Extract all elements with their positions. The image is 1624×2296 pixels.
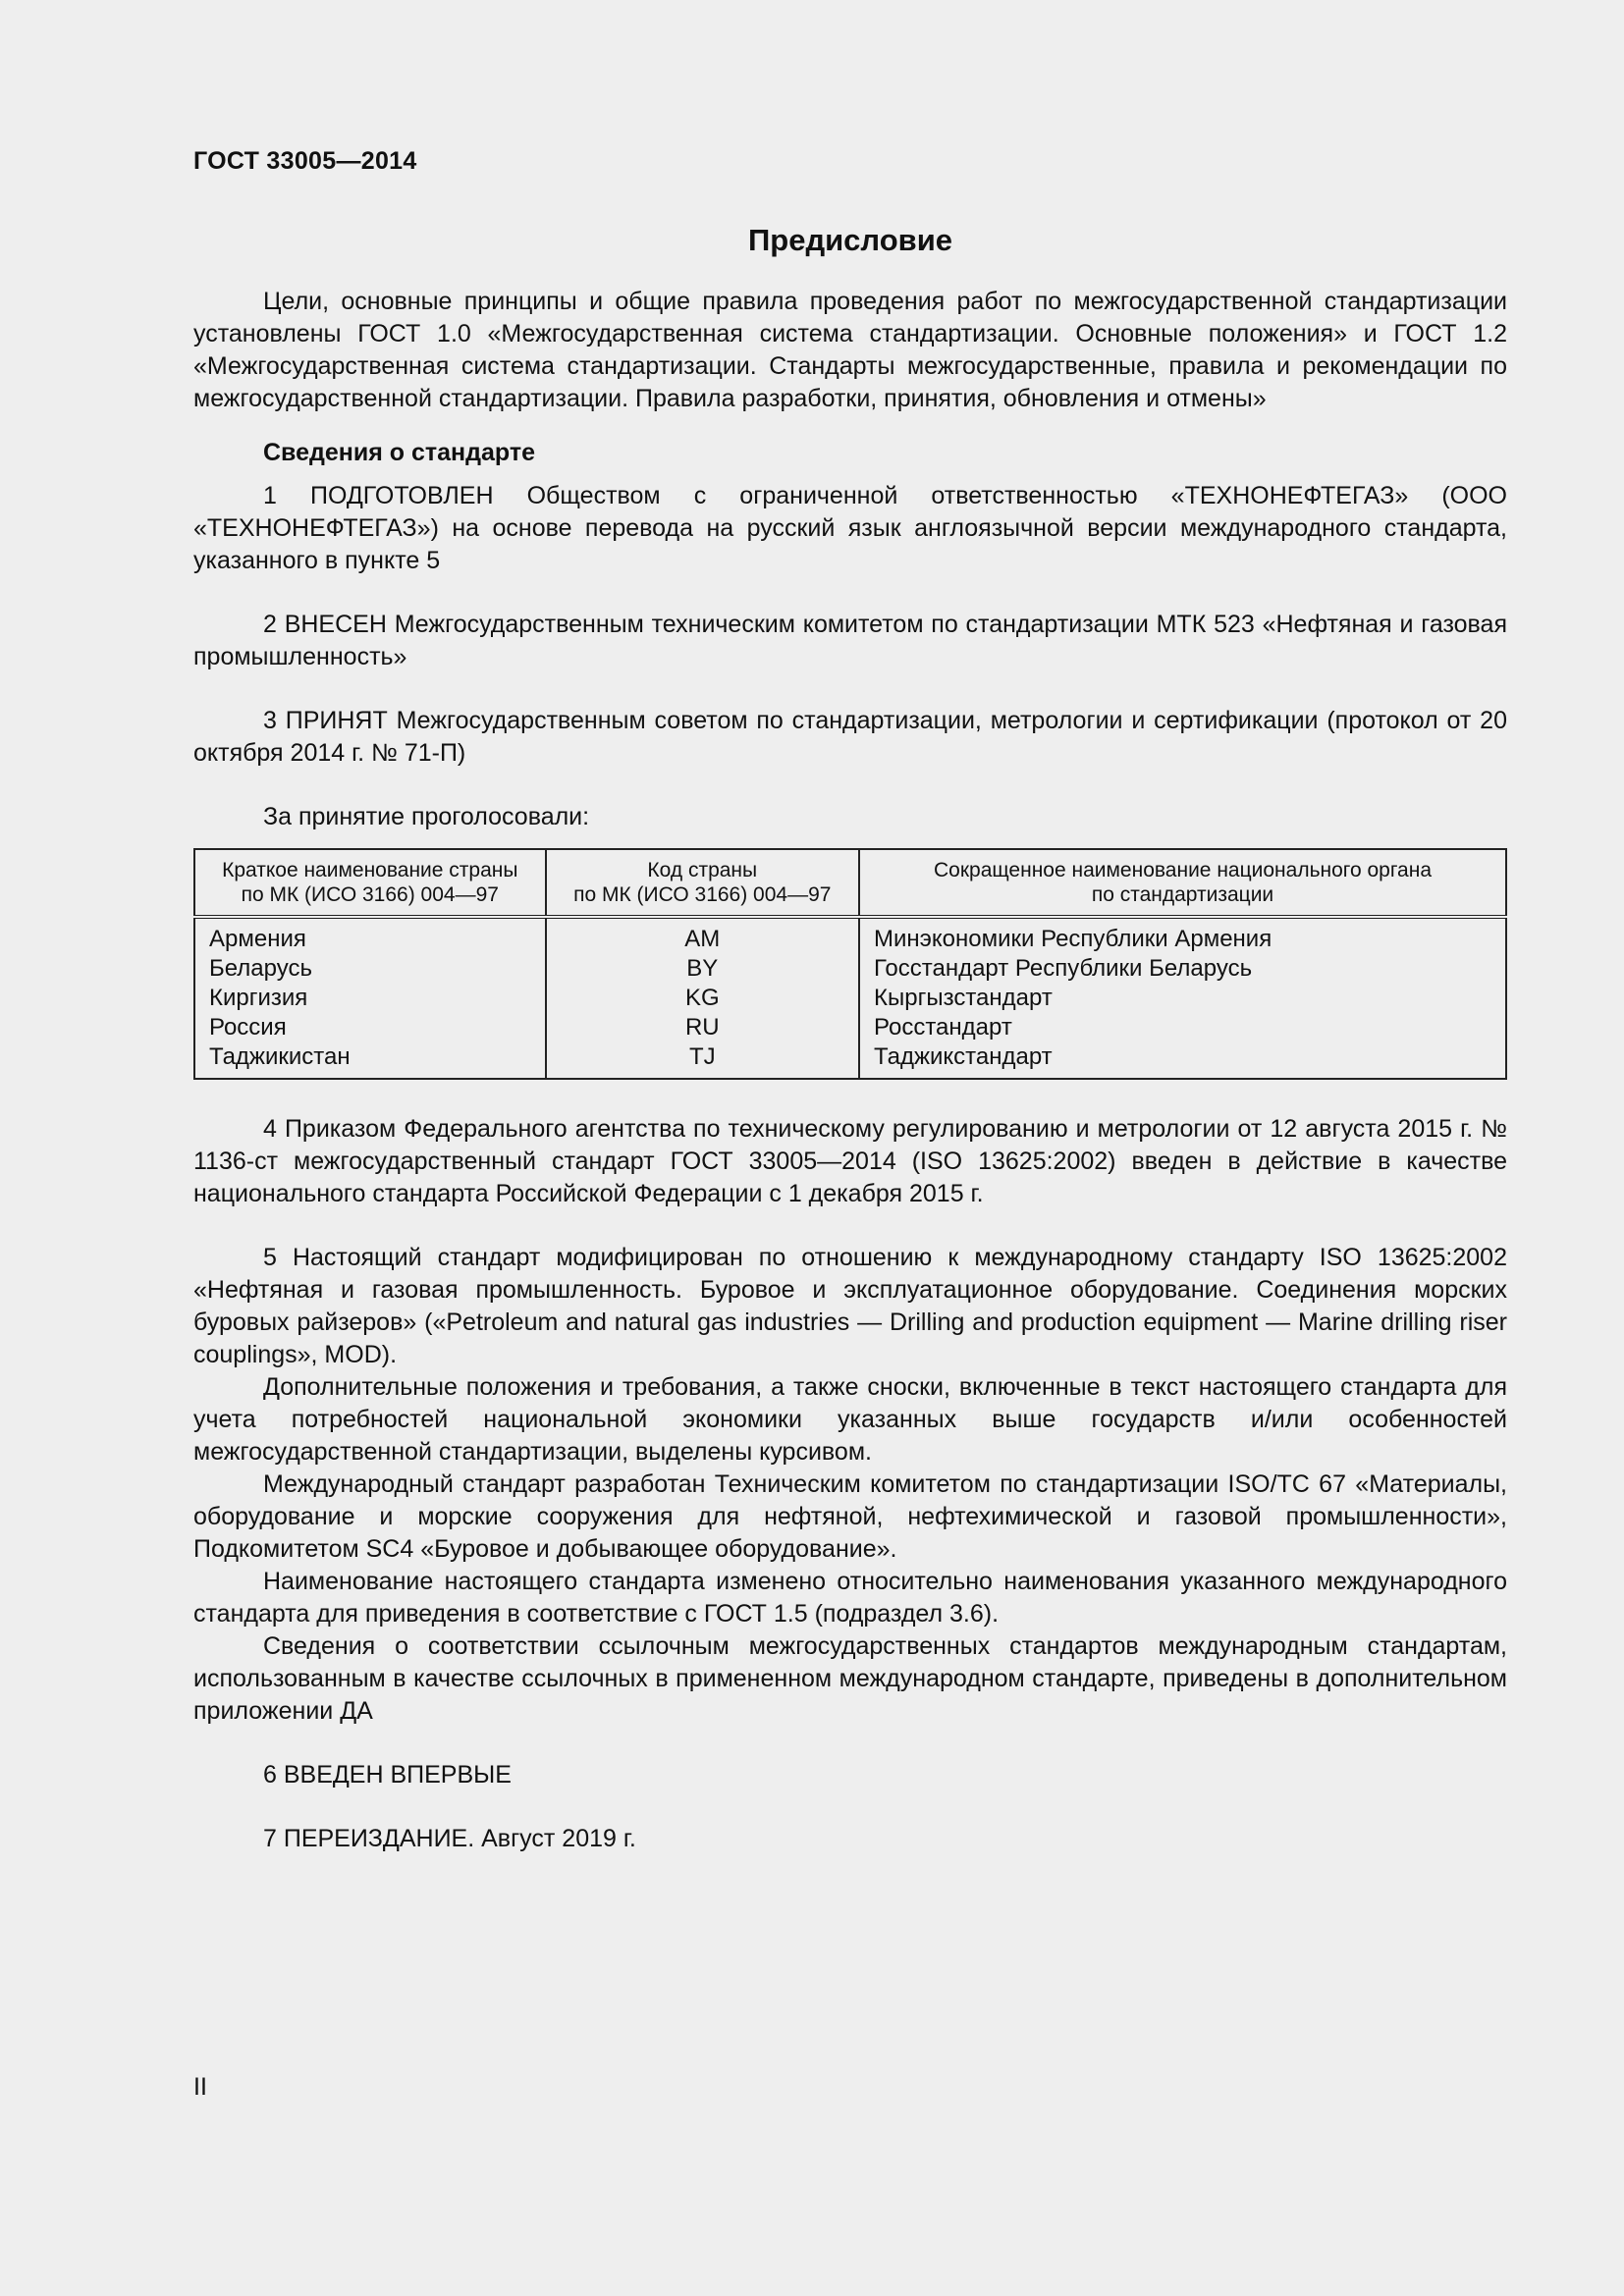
table-header-row (194, 849, 1506, 917)
page-title: Предисловие (747, 223, 952, 257)
voting-table (193, 848, 1507, 1080)
national-body: Кыргызстандарт (874, 985, 1053, 1011)
country-code: BY (686, 955, 719, 982)
table-body-row (194, 917, 1506, 1079)
intro-paragraph: Цели, основные принципы и общие правила проведения работ по межгосударственной стандартизации установлены ГОСТ 1.0 «Межгосударственная система стандартизации. Основные положения» и ГОСТ 1.2 «Межгосударственная система стандартизации. Стандарты межгосударственные, правила и рекомендации по межгосударственной стандартизации. Правила разработки, принятия, обновления и отмены» (193, 288, 1507, 412)
country-column (194, 917, 546, 1079)
vote-intro: За принятие проголосовали: (263, 803, 590, 830)
national-body: Таджикстандарт (874, 1043, 1053, 1070)
country-name: Россия (209, 1014, 287, 1041)
column-header-body (859, 849, 1506, 917)
body-column (859, 917, 1506, 1079)
item-5-references: Сведения о соответствии ссылочным межгосударственных стандартов международным стандартам, использованным в качестве ссылочных в примененном международном стандарте, приведены в дополнительном приложении ДА (193, 1632, 1507, 1725)
national-body: Госстандарт Республики Беларусь (874, 955, 1253, 982)
country-code: KG (684, 985, 720, 1011)
item-4: 4 Приказом Федерального агентства по техническому регулированию и метрологии от 12 августа 2015 г. № 1136-ст межгосударственный стандарт ГОСТ 33005—2014 (ISO 13625:2002) введен в действие в качестве национального стандарта Российской Федерации с 1 декабря 2015 г. (193, 1115, 1507, 1207)
item-6: 6 ВВЕДЕН ВПЕРВЫЕ (263, 1761, 512, 1789)
country-code: TJ (688, 1043, 716, 1070)
item-3: 3 ПРИНЯТ Межгосударственным советом по стандартизации, метрологии и сертификации (протокол от 20 октября 2014 г. № 71-П) (193, 707, 1507, 767)
national-body: Росстандарт (874, 1014, 1012, 1041)
foreword-section (193, 221, 1507, 1855)
item-5-additional: Дополнительные положения и требования, а также сноски, включенные в текст настоящего стандарта для учета потребностей национальной экономики указанных выше государств и/или особенностей межгосударственной стандартизации, выделены курсивом. (193, 1373, 1507, 1466)
item-1: 1 ПОДГОТОВЛЕН Обществом с ограниченной ответственностью «ТЕХНОНЕФТЕГАЗ» (ООО «ТЕХНОНЕФТЕГАЗ») на основе перевода на русский язык англоязычной версии международного стандарта, указанного в пункте 5 (193, 482, 1507, 574)
header-line: Сокращенное наименование национального органа (933, 859, 1433, 881)
column-header-code (546, 849, 859, 917)
page-number: II (193, 2073, 207, 2101)
item-7: 7 ПЕРЕИЗДАНИЕ. Август 2019 г. (263, 1825, 636, 1852)
header-line: Краткое наименование страны (222, 859, 518, 881)
country-name: Армения (209, 926, 306, 952)
document-header: ГОСТ 33005—2014 (193, 147, 417, 175)
code-column (546, 917, 859, 1079)
country-name: Беларусь (209, 955, 312, 982)
item-2: 2 ВНЕСЕН Межгосударственным техническим комитетом по стандартизации МТК 523 «Нефтяная и газовая промышленность» (193, 611, 1507, 670)
country-name: Киргизия (209, 985, 308, 1011)
header-line: по МК (ИСО 3166) 004—97 (573, 883, 832, 906)
item-5-name-change: Наименование настоящего стандарта изменено относительно наименования указанного международного стандарта для приведения в соответствие с ГОСТ 1.5 (подраздел 3.6). (193, 1568, 1507, 1628)
section-subheading: Сведения о стандарте (263, 439, 536, 466)
header-line: Код страны (647, 859, 758, 881)
item-5: 5 Настоящий стандарт модифицирован по отношению к международному стандарту ISO 13625:2002 «Нефтяная и газовая промышленность. Буровое и эксплуатационное оборудование. Соединения морских буровых райзеров» («Petroleum and natural gas industries — Drilling and production equipment — Marine drilling riser couplings», MOD). (193, 1244, 1507, 1368)
country-code: RU (684, 1014, 720, 1041)
country-name: Таджикистан (209, 1043, 351, 1070)
header-line: по МК (ИСО 3166) 004—97 (241, 883, 499, 906)
item-5-committee: Международный стандарт разработан Техническим комитетом по стандартизации ISO/TC 67 «Материалы, оборудование и морские сооружения для нефтяной, нефтехимической и газовой промышленности», Подкомитетом SC4 «Буровое и добывающее оборудование». (193, 1470, 1507, 1563)
country-code: AM (684, 926, 721, 952)
national-body: Минэкономики Республики Армения (874, 926, 1272, 952)
header-line: по стандартизации (1091, 883, 1274, 906)
column-header-country (194, 849, 546, 917)
